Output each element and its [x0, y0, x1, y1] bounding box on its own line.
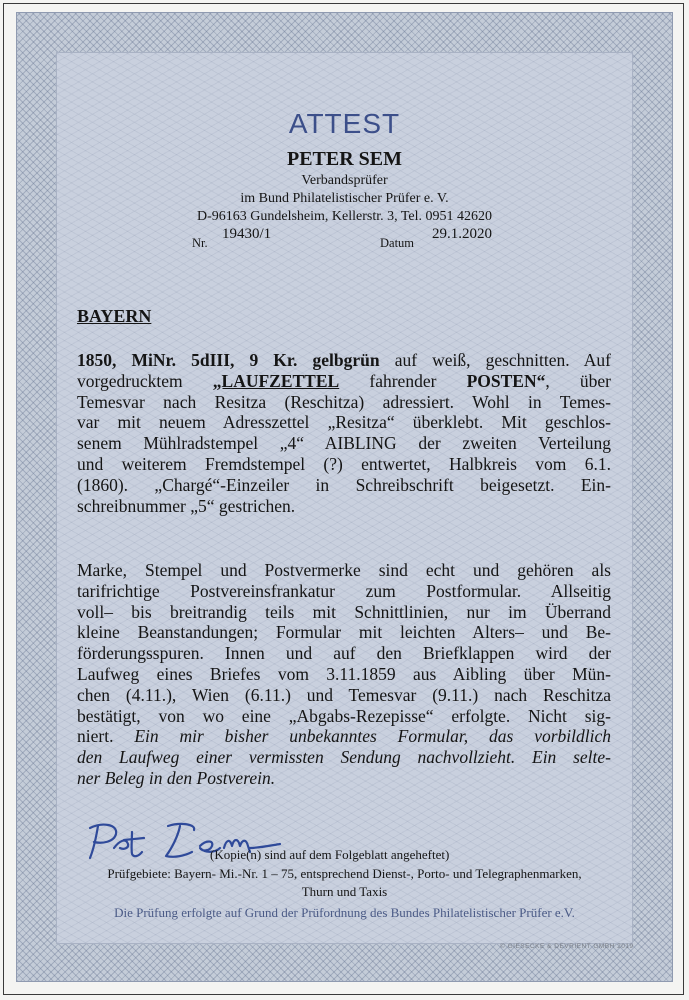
nr-label: Nr. [192, 236, 208, 250]
country-heading: BAYERN [77, 306, 152, 326]
assessment-line: Laufweg eines Briefes vom 3.11.1859 aus Aibling über Mün- [77, 663, 611, 684]
expert-role: Verbandsprüfer [301, 173, 388, 188]
assessment-text: niert. [77, 726, 135, 747]
assessment-italic-text: den Laufweg einer vermissten Sendung nachvollzieht. Ein selte- [77, 747, 611, 768]
description-line [77, 371, 611, 392]
form-name-laufzettel: „LAUFZETTEL [212, 370, 340, 391]
expertise-fields-line: Prüfgebiete: Bayern- Mi.-Nr. 1 – 75, entsprechend Dienst-, Porto- und Telegraphenmarken, [107, 866, 582, 881]
expert-name: PETER SEM [286, 148, 403, 170]
assessment-italic-text: Ein mir bisher unbekanntes Formular, das vorbildlich [134, 726, 612, 747]
printer-imprint: © GIESECKE & DEVRIENT GMBH 2019 [500, 943, 634, 950]
description-line [77, 350, 611, 371]
description-text: fahrender [339, 370, 467, 391]
description-text: , über [545, 370, 611, 391]
description-text: vorgedrucktem [77, 370, 213, 391]
description-line: Temesvar nach Resitza (Reschitza) adressiert. Wohl in Temes- [77, 391, 611, 412]
assessment-line: voll– bis breitrandig teils mit Schnittlinien, nur im Überrand [77, 601, 611, 622]
description-text: auf weiß, geschnitten. Auf [379, 350, 611, 370]
stamp-designation: 1850, MiNr. 5dIII, 9 Kr. gelbgrün [77, 350, 380, 370]
description-paragraph [77, 350, 611, 516]
examination-regulation-note: Die Prüfung erfolgte auf Grund der Prüfordnung des Bundes Philatelistischer Prüfer e.V. [114, 905, 575, 920]
certificate-title: ATTEST [288, 108, 401, 139]
assessment-line: Marke, Stempel und Postvermerke sind echt und gehören als [77, 560, 611, 580]
datum-value: 29.1.2020 [432, 226, 492, 242]
description-line: schreibnummer „5“ gestrichen. [77, 495, 296, 516]
datum-label: Datum [380, 236, 415, 250]
assessment-italic-text: ner Beleg in den Postverein. [77, 767, 276, 788]
assessment-line: tarifrichtige Postvereinsfrankatur zum Postformular. Allseitig [77, 580, 611, 601]
assessment-line: chen (4.11.), Wien (6.11.) und Temesvar (9.11.) nach Reschitza [77, 684, 611, 705]
assessment-line: bestätigt, von wo eine „Abgabs-Rezepisse“ erfolgte. Nicht sig- [77, 705, 611, 726]
assessment-line: förderungsspuren. Innen und auf den Briefklappen wird der [77, 643, 611, 664]
expert-address: D-96163 Gundelsheim, Kellerstr. 3, Tel. 0951 42620 [196, 209, 493, 224]
assessment-line [77, 726, 611, 747]
assessment-paragraph [77, 560, 611, 789]
description-line: var mit neuem Adresszettel „Resitza“ überklebt. Mit geschlos- [77, 412, 611, 433]
description-line: (1860). „Chargé“-Einzeiler in Schreibschrift beigesetzt. Ein- [77, 474, 611, 495]
description-line: und weiterem Fremdstempel (?) entwertet, Halbkreis vom 6.1. [77, 453, 611, 474]
assessment-line [77, 747, 611, 768]
assessment-line [77, 768, 611, 789]
assessment-line: kleine Beanstandungen; Formular mit leichten Alters– und Be- [77, 622, 611, 643]
expertise-fields-line: Thurn und Taxis [301, 884, 388, 899]
expert-organization: im Bund Philatelistischer Prüfer e. V. [240, 191, 449, 206]
description-line: senem Mühlradstempel „4“ AIBLING der zweiten Verteilung [77, 433, 611, 454]
nr-value: 19430/1 [222, 226, 272, 242]
copies-note: (Kopie(n) sind auf dem Folgeblatt angeheftet) [210, 847, 450, 862]
form-name-posten: POSTEN“ [466, 370, 546, 391]
